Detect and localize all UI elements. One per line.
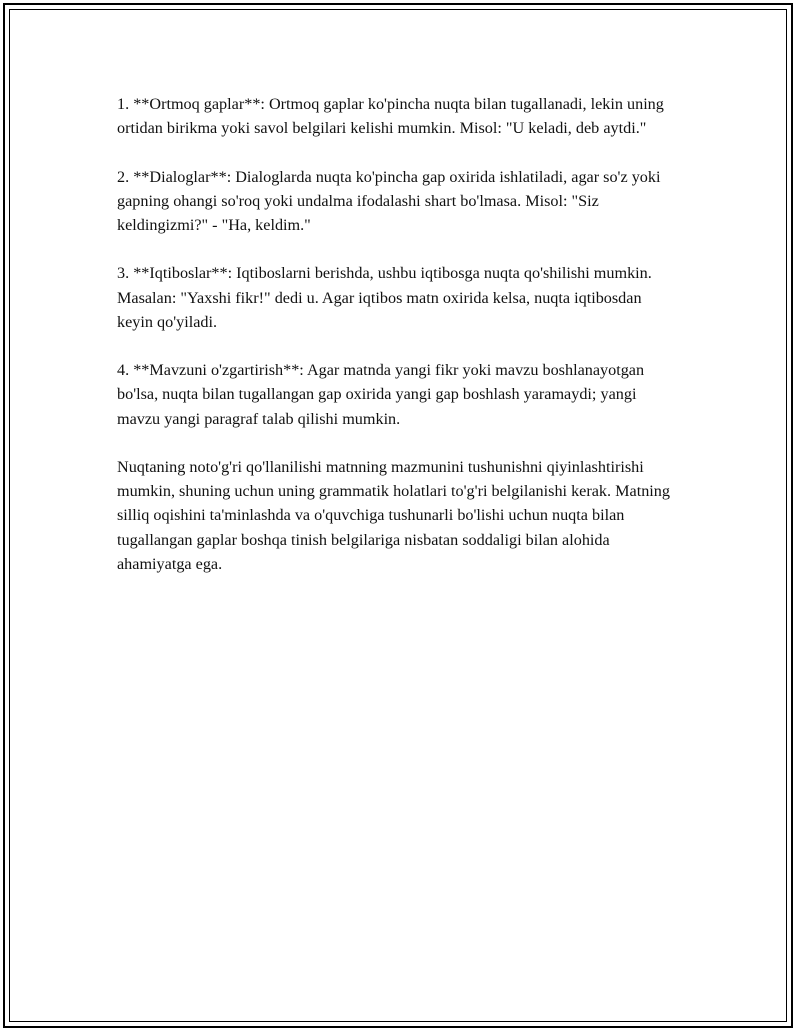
paragraph-iqtiboslar: 3. **Iqtiboslar**: Iqtiboslarni berishda, ushbu iqtibosga nuqta qo'shilishi mumkin. Masalan: "Yaxshi fikr!" dedi u. Agar iqtibos matn oxirida kelsa, nuqta iqtibosdan keyin qo'yiladi. <box>117 264 652 331</box>
paragraph-conclusion: Nuqtaning noto'g'ri qo'llanilishi matnning mazmunini tushunishni qiyinlashtirishi mumkin, shuning uchun uning grammatik holatlari to'g'ri belgilanishi kerak. Matning silliq oqishini ta'minlashda va o'quvchiga tushunarli bo'lishi uchun nuqta bilan tugallangan gaplar boshqa tinish belgilariga nisbatan soddaligi bilan alohida ahamiyatga ega. <box>117 457 670 573</box>
document-body <box>117 92 677 600</box>
paragraph-dialoglar: 2. **Dialoglar**: Dialoglarda nuqta ko'pincha gap oxirida ishlatiladi, agar so'z yoki gapning ohangi so'roq yoki undalma ifodalashi shart bo'lmasa. Misol: "Siz keldingizmi?" - "Ha, keldim." <box>117 167 661 234</box>
paragraph-mavzuni-ozgartirish: 4. **Mavzuni o'zgartirish**: Agar matnda yangi fikr yoki mavzu boshlanayotgan bo'lsa, nuqta bilan tugallangan gap oxirida yangi gap boshlash yaramaydi; yangi mavzu yangi paragraf talab qilishi mumkin. <box>117 361 645 428</box>
paragraph-ortmoq-gaplar: 1. **Ortmoq gaplar**: Ortmoq gaplar ko'pincha nuqta bilan tugallanadi, lekin uning ortidan birikma yoki savol belgilari kelishi mumkin. Misol: "U keladi, deb aytdi." <box>117 95 664 138</box>
